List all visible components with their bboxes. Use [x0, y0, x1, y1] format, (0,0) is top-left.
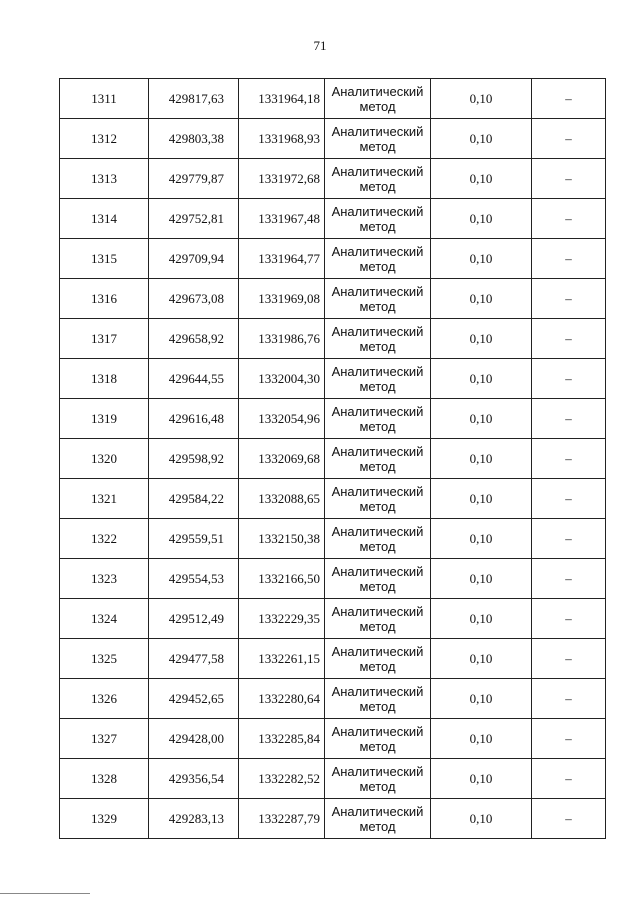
- point-number-cell: 1311: [60, 79, 149, 119]
- method-cell: [325, 399, 431, 439]
- method-line-1: Аналитический: [331, 763, 424, 779]
- y-coordinate-cell: 1332069,68: [239, 439, 325, 479]
- table-row: [60, 599, 606, 639]
- method-cell: [325, 599, 431, 639]
- point-number-cell: 1312: [60, 119, 149, 159]
- point-number-cell: 1320: [60, 439, 149, 479]
- point-number-cell: 1314: [60, 199, 149, 239]
- table-row: [60, 559, 606, 599]
- note-cell: –: [532, 719, 606, 759]
- note-cell: –: [532, 399, 606, 439]
- accuracy-cell: 0,10: [431, 319, 532, 359]
- table-row: [60, 319, 606, 359]
- method-line-1: Аналитический: [331, 803, 424, 819]
- point-number-cell: 1328: [60, 759, 149, 799]
- method-cell: [325, 679, 431, 719]
- method-line-2: метод: [359, 538, 396, 554]
- y-coordinate-cell: 1332229,35: [239, 599, 325, 639]
- method-line-1: Аналитический: [331, 323, 424, 339]
- table-row: [60, 79, 606, 119]
- method-line-1: Аналитический: [331, 523, 424, 539]
- point-number-cell: 1316: [60, 279, 149, 319]
- table-row: [60, 479, 606, 519]
- table-body: [60, 79, 606, 839]
- table-row: [60, 439, 606, 479]
- method-line-1: Аналитический: [331, 243, 424, 259]
- note-cell: –: [532, 439, 606, 479]
- accuracy-cell: 0,10: [431, 799, 532, 839]
- note-cell: –: [532, 479, 606, 519]
- x-coordinate-cell: 429356,54: [149, 759, 239, 799]
- table-row: [60, 279, 606, 319]
- method-line-1: Аналитический: [331, 403, 424, 419]
- point-number-cell: 1324: [60, 599, 149, 639]
- method-line-1: Аналитический: [331, 163, 424, 179]
- y-coordinate-cell: 1331968,93: [239, 119, 325, 159]
- table-row: [60, 639, 606, 679]
- y-coordinate-cell: 1332287,79: [239, 799, 325, 839]
- accuracy-cell: 0,10: [431, 719, 532, 759]
- y-coordinate-cell: 1331986,76: [239, 319, 325, 359]
- method-line-2: метод: [359, 738, 396, 754]
- method-line-2: метод: [359, 378, 396, 394]
- note-cell: –: [532, 119, 606, 159]
- method-line-1: Аналитический: [331, 643, 424, 659]
- method-line-1: Аналитический: [331, 603, 424, 619]
- accuracy-cell: 0,10: [431, 399, 532, 439]
- point-number-cell: 1317: [60, 319, 149, 359]
- note-cell: –: [532, 599, 606, 639]
- x-coordinate-cell: 429584,22: [149, 479, 239, 519]
- x-coordinate-cell: 429512,49: [149, 599, 239, 639]
- x-coordinate-cell: 429779,87: [149, 159, 239, 199]
- method-line-2: метод: [359, 498, 396, 514]
- method-line-2: метод: [359, 258, 396, 274]
- x-coordinate-cell: 429428,00: [149, 719, 239, 759]
- point-number-cell: 1322: [60, 519, 149, 559]
- method-line-1: Аналитический: [331, 123, 424, 139]
- y-coordinate-cell: 1331964,77: [239, 239, 325, 279]
- note-cell: –: [532, 359, 606, 399]
- x-coordinate-cell: 429817,63: [149, 79, 239, 119]
- point-number-cell: 1321: [60, 479, 149, 519]
- accuracy-cell: 0,10: [431, 239, 532, 279]
- note-cell: –: [532, 79, 606, 119]
- note-cell: –: [532, 319, 606, 359]
- accuracy-cell: 0,10: [431, 199, 532, 239]
- x-coordinate-cell: 429283,13: [149, 799, 239, 839]
- table-row: [60, 159, 606, 199]
- accuracy-cell: 0,10: [431, 599, 532, 639]
- y-coordinate-cell: 1331972,68: [239, 159, 325, 199]
- y-coordinate-cell: 1332054,96: [239, 399, 325, 439]
- note-cell: –: [532, 519, 606, 559]
- note-cell: –: [532, 679, 606, 719]
- accuracy-cell: 0,10: [431, 519, 532, 559]
- table-row: [60, 199, 606, 239]
- method-cell: [325, 559, 431, 599]
- coordinates-table: [59, 78, 606, 839]
- method-cell: [325, 519, 431, 559]
- note-cell: –: [532, 199, 606, 239]
- accuracy-cell: 0,10: [431, 119, 532, 159]
- point-number-cell: 1319: [60, 399, 149, 439]
- method-line-2: метод: [359, 778, 396, 794]
- note-cell: –: [532, 159, 606, 199]
- x-coordinate-cell: 429752,81: [149, 199, 239, 239]
- note-cell: –: [532, 279, 606, 319]
- x-coordinate-cell: 429452,65: [149, 679, 239, 719]
- y-coordinate-cell: 1332166,50: [239, 559, 325, 599]
- method-line-1: Аналитический: [331, 563, 424, 579]
- method-cell: [325, 799, 431, 839]
- table-row: [60, 799, 606, 839]
- method-line-1: Аналитический: [331, 203, 424, 219]
- accuracy-cell: 0,10: [431, 559, 532, 599]
- method-line-1: Аналитический: [331, 683, 424, 699]
- accuracy-cell: 0,10: [431, 479, 532, 519]
- note-cell: –: [532, 799, 606, 839]
- method-line-1: Аналитический: [331, 443, 424, 459]
- method-line-1: Аналитический: [331, 83, 424, 99]
- method-cell: [325, 199, 431, 239]
- point-number-cell: 1323: [60, 559, 149, 599]
- page-number: 71: [313, 38, 327, 53]
- method-line-2: метод: [359, 618, 396, 634]
- x-coordinate-cell: 429644,55: [149, 359, 239, 399]
- y-coordinate-cell: 1331967,48: [239, 199, 325, 239]
- method-line-2: метод: [359, 138, 396, 154]
- point-number-cell: 1318: [60, 359, 149, 399]
- accuracy-cell: 0,10: [431, 439, 532, 479]
- accuracy-cell: 0,10: [431, 759, 532, 799]
- accuracy-cell: 0,10: [431, 79, 532, 119]
- x-coordinate-cell: 429709,94: [149, 239, 239, 279]
- table-row: [60, 239, 606, 279]
- y-coordinate-cell: 1332004,30: [239, 359, 325, 399]
- table-row: [60, 399, 606, 439]
- y-coordinate-cell: 1332088,65: [239, 479, 325, 519]
- method-cell: [325, 359, 431, 399]
- method-line-1: Аналитический: [331, 283, 424, 299]
- table-row: [60, 759, 606, 799]
- method-line-2: метод: [359, 98, 396, 114]
- table-row: [60, 719, 606, 759]
- method-line-1: Аналитический: [331, 363, 424, 379]
- y-coordinate-cell: 1331969,08: [239, 279, 325, 319]
- method-cell: [325, 279, 431, 319]
- method-cell: [325, 479, 431, 519]
- y-coordinate-cell: 1332282,52: [239, 759, 325, 799]
- point-number-cell: 1329: [60, 799, 149, 839]
- table-row: [60, 519, 606, 559]
- note-cell: –: [532, 239, 606, 279]
- method-cell: [325, 319, 431, 359]
- method-cell: [325, 639, 431, 679]
- y-coordinate-cell: 1332261,15: [239, 639, 325, 679]
- point-number-cell: 1326: [60, 679, 149, 719]
- accuracy-cell: 0,10: [431, 679, 532, 719]
- accuracy-cell: 0,10: [431, 639, 532, 679]
- method-cell: [325, 719, 431, 759]
- point-number-cell: 1325: [60, 639, 149, 679]
- method-cell: [325, 159, 431, 199]
- x-coordinate-cell: 429616,48: [149, 399, 239, 439]
- method-line-2: метод: [359, 338, 396, 354]
- method-cell: [325, 439, 431, 479]
- x-coordinate-cell: 429598,92: [149, 439, 239, 479]
- x-coordinate-cell: 429673,08: [149, 279, 239, 319]
- accuracy-cell: 0,10: [431, 159, 532, 199]
- note-cell: –: [532, 559, 606, 599]
- y-coordinate-cell: 1331964,18: [239, 79, 325, 119]
- method-line-2: метод: [359, 578, 396, 594]
- method-cell: [325, 239, 431, 279]
- method-cell: [325, 119, 431, 159]
- table-row: [60, 679, 606, 719]
- x-coordinate-cell: 429554,53: [149, 559, 239, 599]
- method-line-2: метод: [359, 698, 396, 714]
- accuracy-cell: 0,10: [431, 359, 532, 399]
- point-number-cell: 1315: [60, 239, 149, 279]
- bottom-edge-line: [0, 893, 90, 894]
- y-coordinate-cell: 1332285,84: [239, 719, 325, 759]
- method-line-2: метод: [359, 178, 396, 194]
- method-line-2: метод: [359, 458, 396, 474]
- method-line-2: метод: [359, 298, 396, 314]
- method-line-2: метод: [359, 658, 396, 674]
- y-coordinate-cell: 1332150,38: [239, 519, 325, 559]
- point-number-cell: 1327: [60, 719, 149, 759]
- x-coordinate-cell: 429477,58: [149, 639, 239, 679]
- point-number-cell: 1313: [60, 159, 149, 199]
- method-line-2: метод: [359, 818, 396, 834]
- note-cell: –: [532, 639, 606, 679]
- table-row: [60, 119, 606, 159]
- method-line-1: Аналитический: [331, 723, 424, 739]
- method-cell: [325, 79, 431, 119]
- y-coordinate-cell: 1332280,64: [239, 679, 325, 719]
- x-coordinate-cell: 429559,51: [149, 519, 239, 559]
- x-coordinate-cell: 429658,92: [149, 319, 239, 359]
- table-row: [60, 359, 606, 399]
- method-line-2: метод: [359, 418, 396, 434]
- note-cell: –: [532, 759, 606, 799]
- method-line-2: метод: [359, 218, 396, 234]
- x-coordinate-cell: 429803,38: [149, 119, 239, 159]
- accuracy-cell: 0,10: [431, 279, 532, 319]
- method-cell: [325, 759, 431, 799]
- method-line-1: Аналитический: [331, 483, 424, 499]
